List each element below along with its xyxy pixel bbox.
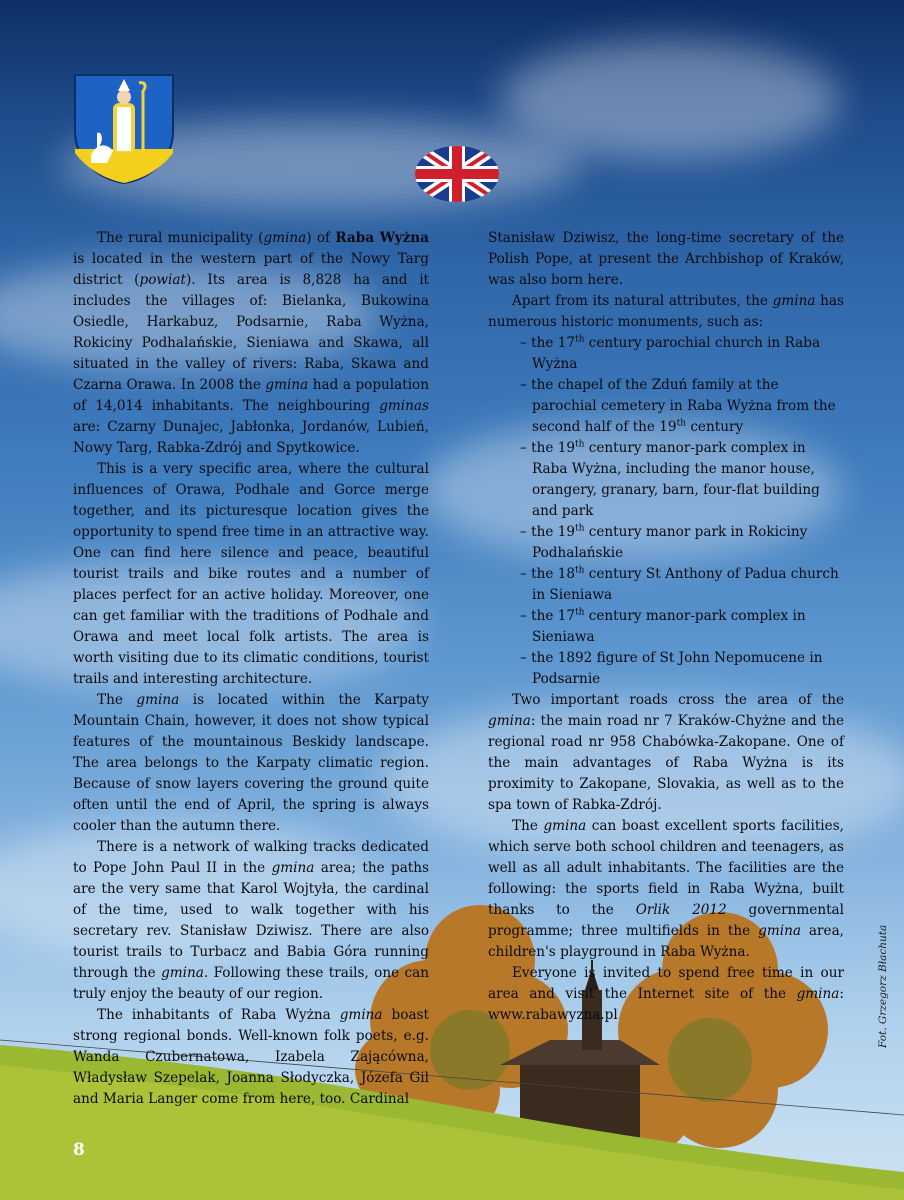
paragraph: The gmina can boast excellent sports facilities, which serve both school children and teenagers, as well as all adult inhabitants. The facilities are the following: the sports field in Raba Wyżna, built thanks to the Orlik 2012 governmental programme; three multifields in the gmina area, children's playground in Raba Wyżna. [488,818,844,960]
monument-list-item: – the 18th century St Anthony of Padua church in Sieniawa [488,564,844,606]
photo-credit [875,924,895,1050]
monument-list-item: – the 17th century manor-park complex in Sieniawa [488,606,844,648]
paragraph: Everyone is invited to spend free time in our area and visit the Internet site of the gmina: www.rabawyzna.pl [488,965,844,1023]
monument-list-item: – the chapel of the Zduń family at the parochial cemetery in Raba Wyżna from the second half of the 19th century [488,375,844,438]
union-jack-flag-image [415,146,499,202]
text-column-left [73,228,429,1110]
paragraph: The inhabitants of Raba Wyżna gmina boast strong regional bonds. Well-known folk poets, e.g. Wanda Czubernatowa, Izabela Zającówna, Władysław Szepelak, Joanna Słodyczka, Józefa Gil and Maria Langer come from here, too. Cardinal [73,1007,429,1107]
paragraph: The rural municipality (gmina) of Raba Wyżna is located in the western part of the Nowy Targ district (powiat). Its area is 8,828 ha and it includes the villages of: Bielanka, Bukowina Osiedle, Harkabuz, Podsarnie, Raba Wyżna, Rokiciny Podhalańskie, Sieniawa and Skawa, all situated in the valley of rivers: Raba, Skawa and Czarna Orawa. In 2008 the gmina had a population of 14,014 inhabitants. The neighbouring gminas are: Czarny Dunajec, Jabłonka, Jordanów, Lubień, Nowy Targ, Rabka-Zdrój and Spytkowice. [73,230,429,456]
text-column-right [488,228,844,1026]
paragraph: Apart from its natural attributes, the gmina has numerous historic monuments, such as: [488,293,844,330]
coat-of-arms-image [73,73,175,185]
paragraph: There is a network of walking tracks dedicated to Pope John Paul II in the gmina area; the paths are the very same that Karol Wojtyła, the cardinal of the time, used to walk together with his secretary rev. Stanisław Dziwisz. There are also tourist trails to Turbacz and Babia Góra running through the gmina. Following these trails, one can truly enjoy the beauty of our region. [73,839,429,1002]
website-link[interactable]: www.rabawyzna.pl [488,1007,618,1023]
paragraph: Stanisław Dziwisz, the long-time secretary of the Polish Pope, at present the Archbishop of Kraków, was also born here. [488,230,844,288]
monument-list-item: – the 17th century parochial church in Raba Wyżna [488,333,844,375]
paragraph: The gmina is located within the Karpaty Mountain Chain, however, it does not show typical features of the mountainous Beskidy landscape. The area belongs to the Karpaty climatic region. Because of snow layers covering the ground quite often until the end of April, the spring is always cooler than the autumn there. [73,692,429,834]
monument-list-item: – the 19th century manor-park complex in Raba Wyżna, including the manor house, orangery, granary, barn, four-flat building and park [488,438,844,522]
paragraph: Two important roads cross the area of the gmina: the main road nr 7 Kraków-Chyżne and the regional road nr 958 Chabówka-Zakopane. One of the main advantages of Raba Wyżna is its proximity to Zakopane, Slovakia, as well as to the spa town of Rabka-Zdrój. [488,692,844,813]
monument-list-item: – the 1892 figure of St John Nepomucene in Podsarnie [488,648,844,690]
cloud [500,40,840,160]
page-number: 8 [73,1140,85,1160]
monument-list-item: – the 19th century manor park in Rokiciny Podhalańskie [488,522,844,564]
photo-credit-text: Fot. Grzegorz Błachuta [877,924,889,1048]
paragraph: This is a very specific area, where the cultural influences of Orawa, Podhale and Gorce merge together, and its picturesque location gives the opportunity to spend free time in an attractive way. One can find here silence and peace, beautiful tourist trails and bike routes and a number of places perfect for an active holiday. Moreover, one can get familiar with the traditions of Podhale and Orawa and meet local folk artists. The area is worth visiting due to its climatic conditions, tourist trails and interesting architecture. [73,461,429,687]
